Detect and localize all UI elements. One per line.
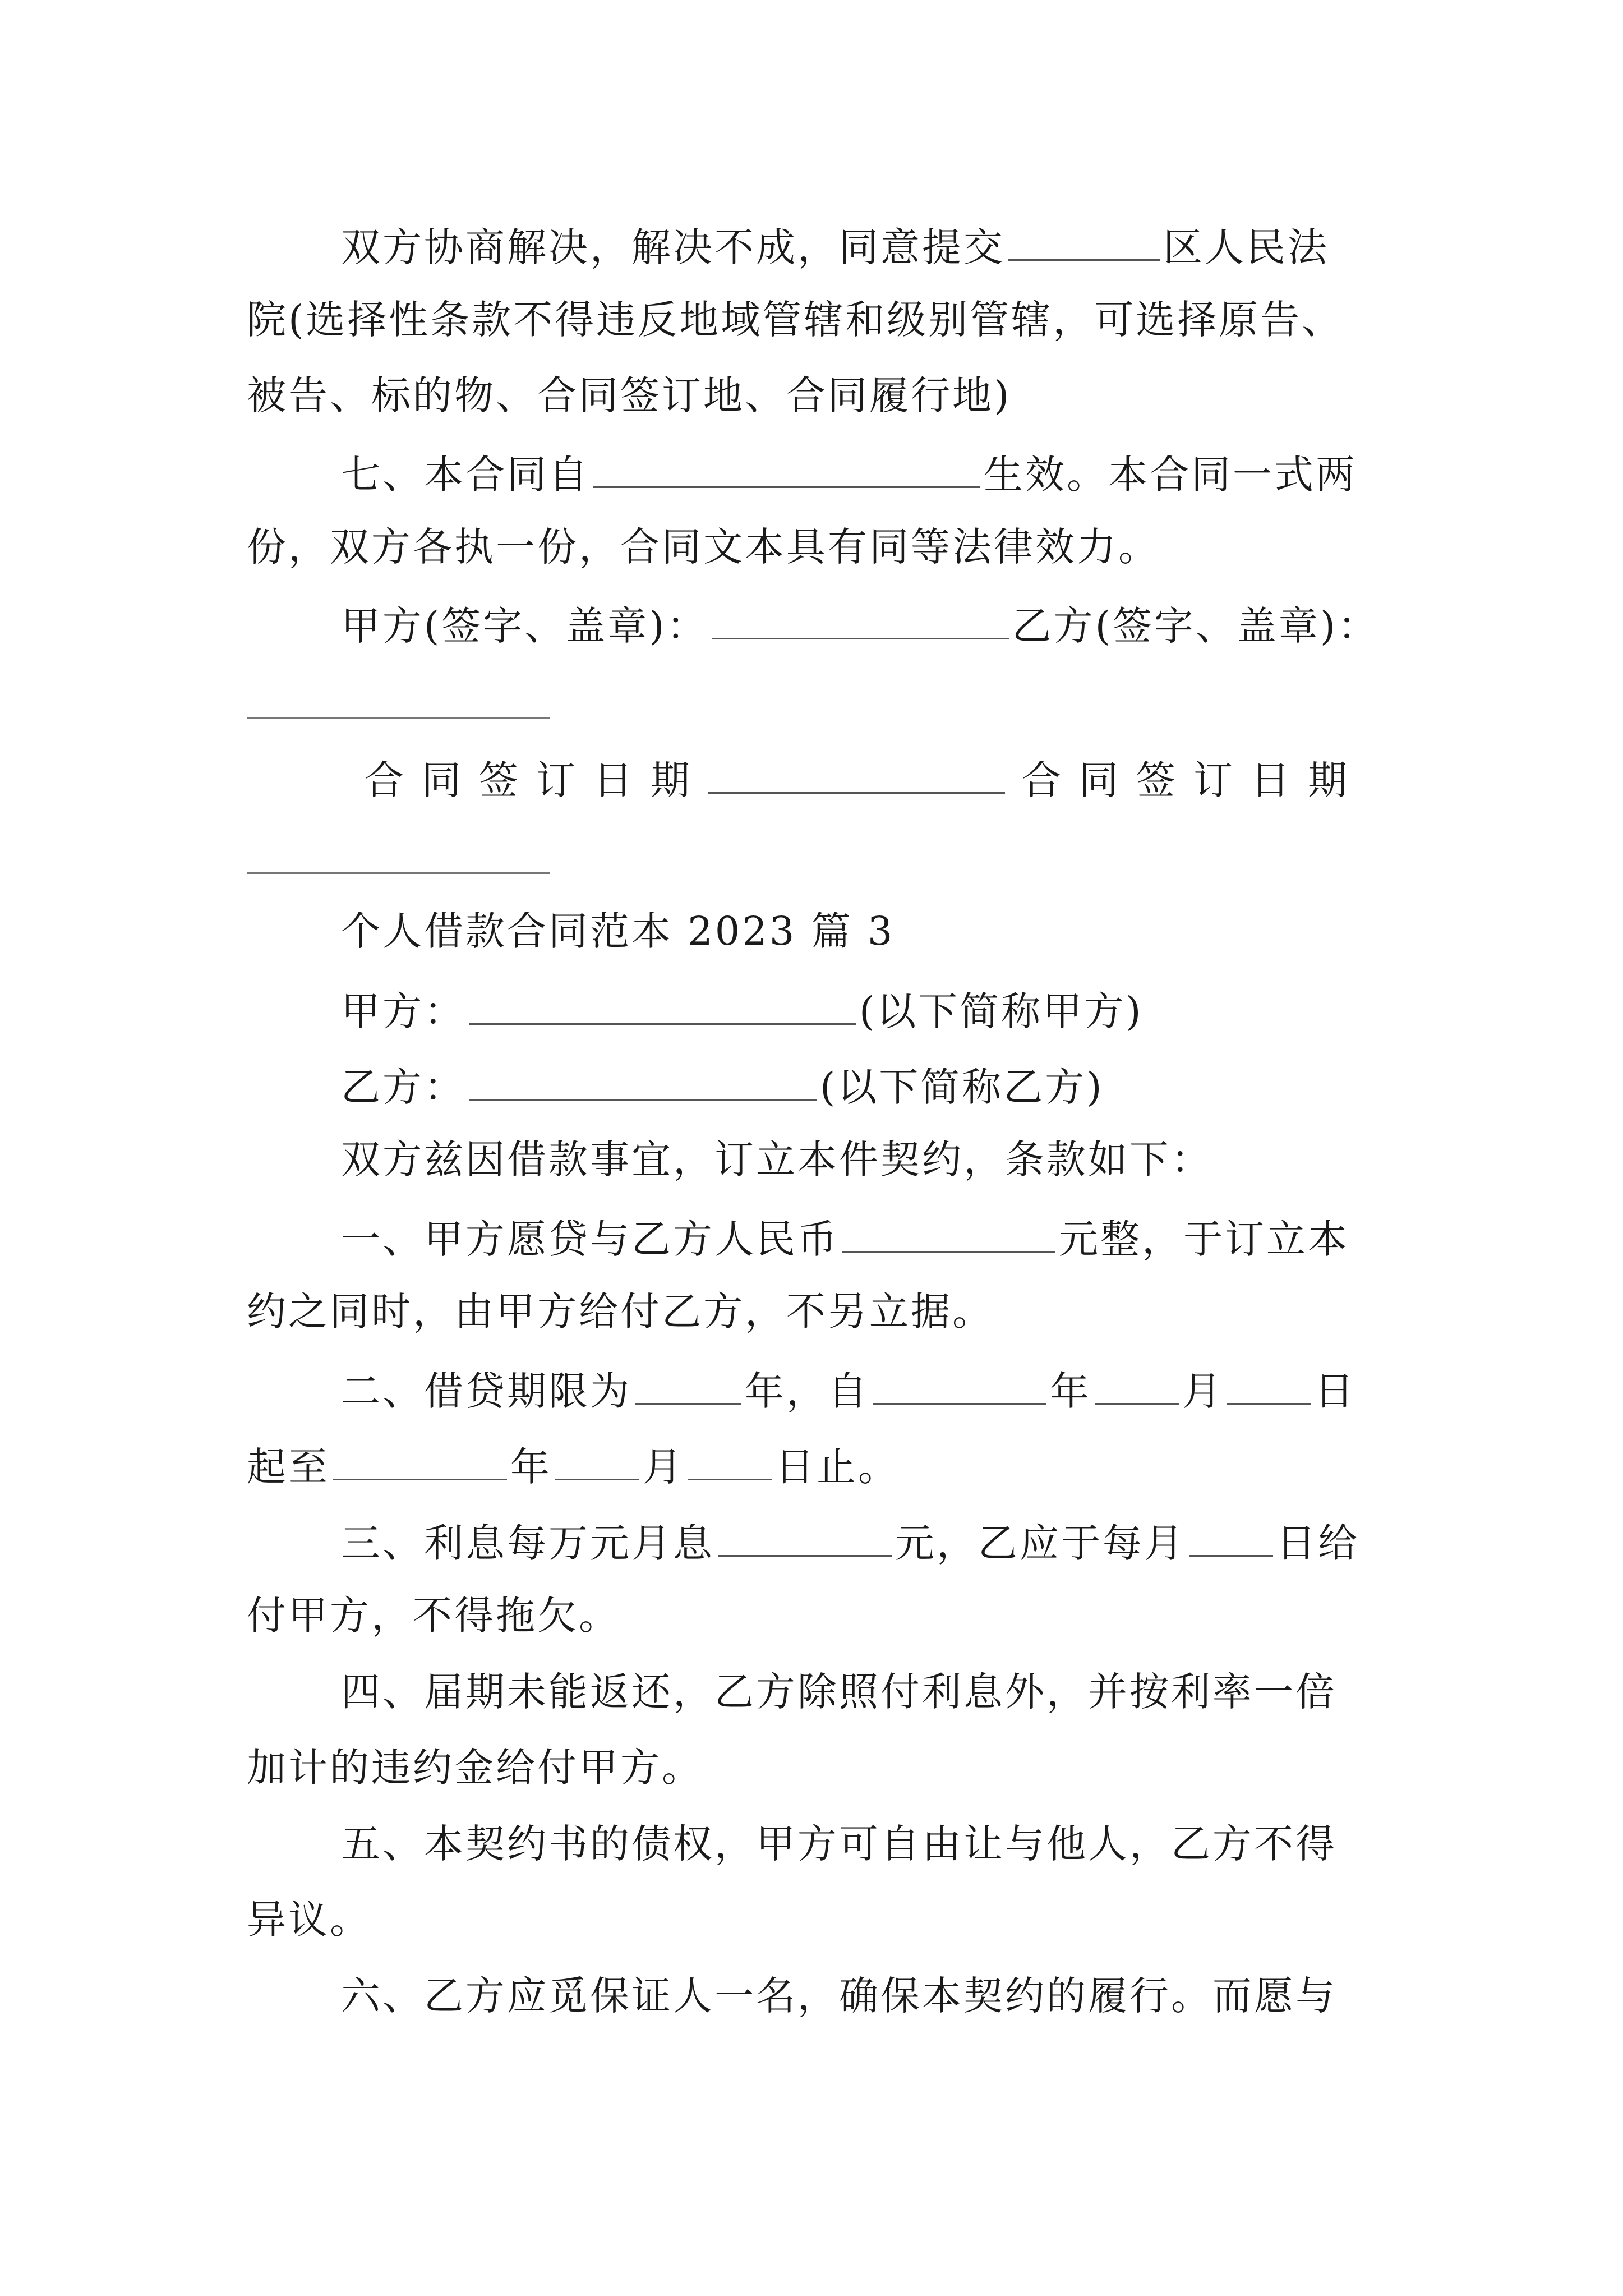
clause-2-text: 二、借贷期限为 [341, 1368, 631, 1414]
clause-2-day: 日 [1315, 1368, 1356, 1414]
end-month-blank [555, 1444, 639, 1480]
dispute-clause-line-2: 院(选择性条款不得违反地域管辖和级别管辖，可选择原告、 [247, 297, 1344, 343]
signing-date-line [365, 757, 1365, 803]
dispute-clause-text: 双方协商解决，解决不成，同意提交 [341, 224, 1005, 270]
clause-3-line-2: 付甲方，不得拖欠。 [247, 1593, 620, 1639]
clause-2-until: 起至 [247, 1444, 330, 1490]
end-day-blank [688, 1444, 772, 1480]
section-heading: 个人借款合同范本 2023 篇 3 [341, 908, 895, 954]
party-a-line [341, 988, 1144, 1034]
clause-3-text: 三、利息每万元月息 [341, 1520, 714, 1566]
clause-1-line-2: 约之同时，由甲方给付乙方，不另立据。 [247, 1289, 994, 1335]
clause-1-text-end: 元整，于订立本 [1059, 1216, 1349, 1262]
clause-2-end-month: 月 [643, 1444, 684, 1490]
loan-amount-blank [842, 1216, 1055, 1253]
dispute-clause-line-1 [341, 224, 1329, 270]
start-month-blank [1095, 1368, 1179, 1405]
payment-day-blank [1189, 1520, 1273, 1557]
party-b-suffix: (以下简称乙方) [820, 1064, 1104, 1110]
clause-1-text: 一、甲方愿贷与乙方人民币 [341, 1216, 839, 1262]
party-b-signature-label: 乙方(签字、盖章)： [1012, 603, 1380, 649]
effect-clause-text: 七、本合同自 [341, 452, 590, 498]
party-b-date-label: 合同签订日期 [1022, 757, 1365, 803]
party-b-label: 乙方： [341, 1064, 465, 1110]
effect-clause-line-1 [341, 452, 1357, 498]
party-a-suffix: (以下简称甲方) [859, 988, 1144, 1034]
party-a-label: 甲方： [341, 988, 465, 1034]
term-years-blank [635, 1368, 741, 1405]
party-a-signature-label: 甲方(签字、盖章)： [341, 603, 708, 649]
dispute-clause-text-end: 区人民法 [1163, 224, 1329, 270]
clause-6-line-1: 六、乙方应觅保证人一名，确保本契约的履行。而愿与 [341, 1973, 1337, 2019]
court-blank [1008, 224, 1160, 261]
party-a-name-blank [469, 988, 856, 1025]
dispute-clause-line-3: 被告、标的物、合同签订地、合同履行地) [247, 372, 1012, 418]
interest-blank [718, 1520, 892, 1557]
effect-clause-text-end: 生效。本合同一式两 [984, 452, 1357, 498]
start-day-blank [1227, 1368, 1311, 1405]
party-a-date-blank [708, 757, 1005, 794]
clause-2-from: 年，自 [745, 1368, 869, 1414]
party-a-signature-blank [712, 603, 1009, 639]
party-b-name-blank [469, 1064, 817, 1101]
clause-4-line-1: 四、届期未能返还，乙方除照付利息外，并按利率一倍 [341, 1669, 1337, 1715]
clause-1-line-1 [341, 1216, 1349, 1262]
party-a-date-label: 合同签订日期 [365, 757, 708, 803]
party-b-line [341, 1064, 1104, 1110]
clause-5-line-1: 五、本契约书的债权，甲方可自由让与他人，乙方不得 [341, 1821, 1337, 1867]
signature-line [341, 603, 1380, 649]
party-b-signature-blank [247, 717, 550, 719]
clause-2-end-year: 年 [510, 1444, 552, 1490]
clause-2-line-2 [247, 1444, 900, 1490]
clause-3-text-end: 日给 [1276, 1520, 1359, 1566]
end-year-blank [333, 1444, 507, 1480]
clause-2-month: 月 [1182, 1368, 1224, 1414]
clause-3-text-mid: 元，乙应于每月 [895, 1520, 1186, 1566]
clause-2-year: 年 [1050, 1368, 1091, 1414]
effect-clause-line-2: 份，双方各执一份，合同文本具有同等法律效力。 [247, 524, 1160, 570]
party-b-date-blank [247, 872, 550, 874]
effective-date-blank [593, 452, 980, 488]
clause-3-line-1 [341, 1520, 1359, 1566]
intro-line: 双方兹因借款事宜，订立本件契约，条款如下： [341, 1137, 1212, 1182]
clause-5-line-2: 异议。 [247, 1897, 371, 1943]
clause-4-line-2: 加计的违约金给付甲方。 [247, 1745, 703, 1791]
clause-2-line-1 [341, 1368, 1356, 1414]
start-year-blank [873, 1368, 1046, 1405]
clause-2-end-day: 日止。 [775, 1444, 900, 1490]
